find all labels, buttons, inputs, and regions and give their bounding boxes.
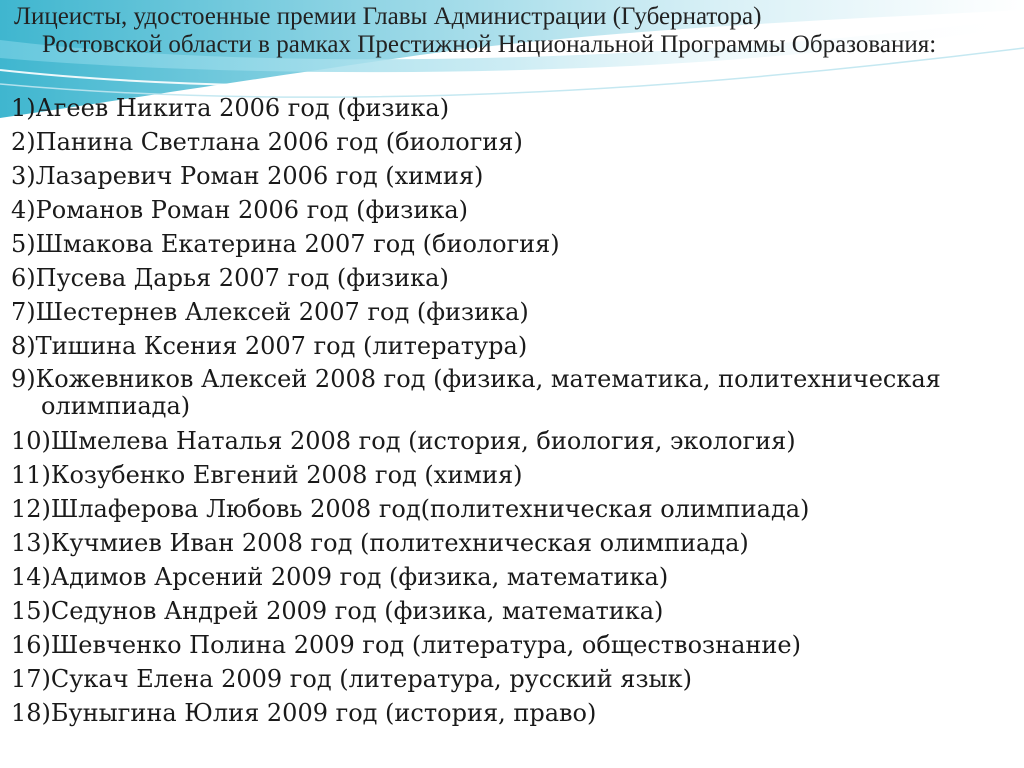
laureates-list xyxy=(11,91,1016,730)
list-item-text: 2)Панина Светлана 2006 год (биология) xyxy=(11,128,523,156)
list-item xyxy=(11,458,1016,492)
list-item xyxy=(11,424,1016,458)
list-item xyxy=(11,363,1016,424)
list-item-text: 11)Козубенко Евгений 2008 год (химия) xyxy=(11,461,523,489)
list-item-continuation: олимпиада) xyxy=(41,392,191,420)
list-item-text: 16)Шевченко Полина 2009 год (литература, обществознание) xyxy=(11,631,801,659)
list-item-text: 3)Лазаревич Роман 2006 год (химия) xyxy=(11,162,484,190)
list-item xyxy=(11,261,1016,295)
list-item-text: 8)Тишина Ксения 2007 год (литература) xyxy=(11,332,528,360)
list-item xyxy=(11,159,1016,193)
list-item-text: 13)Кучмиев Иван 2008 год (политехническая олимпиада) xyxy=(11,529,749,557)
list-item xyxy=(11,594,1016,628)
slide-title xyxy=(14,3,1014,59)
list-item xyxy=(11,492,1016,526)
list-item-text: 1)Агеев Никита 2006 год (физика) xyxy=(11,94,450,122)
list-item xyxy=(11,227,1016,261)
list-item xyxy=(11,526,1016,560)
list-item xyxy=(11,662,1016,696)
list-item-text: 6)Пусева Дарья 2007 год (физика) xyxy=(11,264,449,292)
list-item-text: 5)Шмакова Екатерина 2007 год (биология) xyxy=(11,230,560,258)
list-item-text: 17)Сукач Елена 2009 год (литература, русский язык) xyxy=(11,665,692,693)
list-item xyxy=(11,628,1016,662)
list-item xyxy=(11,696,1016,730)
list-item xyxy=(11,295,1016,329)
list-item xyxy=(11,125,1016,159)
title-line: Лицеисты, удостоенные премии Главы Администрации (Губернатора) xyxy=(14,3,762,30)
list-item xyxy=(11,329,1016,363)
list-item-text: 15)Седунов Андрей 2009 год (физика, математика) xyxy=(11,597,664,625)
list-item xyxy=(11,91,1016,125)
list-item-text: 14)Адимов Арсений 2009 год (физика, математика) xyxy=(11,563,669,591)
list-item-text: 18)Буныгина Юлия 2009 год (история, право) xyxy=(11,699,597,727)
list-item-text: 4)Романов Роман 2006 год (физика) xyxy=(11,196,469,224)
list-item xyxy=(11,193,1016,227)
list-item-text: 10)Шмелева Наталья 2008 год (история, биология, экология) xyxy=(11,427,796,455)
list-item-text: 7)Шестернев Алексей 2007 год (физика) xyxy=(11,298,529,326)
list-item-text: 12)Шлаферова Любовь 2008 год(политехническая олимпиада) xyxy=(11,495,810,523)
list-item xyxy=(11,560,1016,594)
list-item-text: 9)Кожевников Алексей 2008 год (физика, математика, политехническая xyxy=(11,365,941,393)
title-continuation: Ростовской области в рамках Престижной Национальной Программы Образования: xyxy=(42,31,937,58)
